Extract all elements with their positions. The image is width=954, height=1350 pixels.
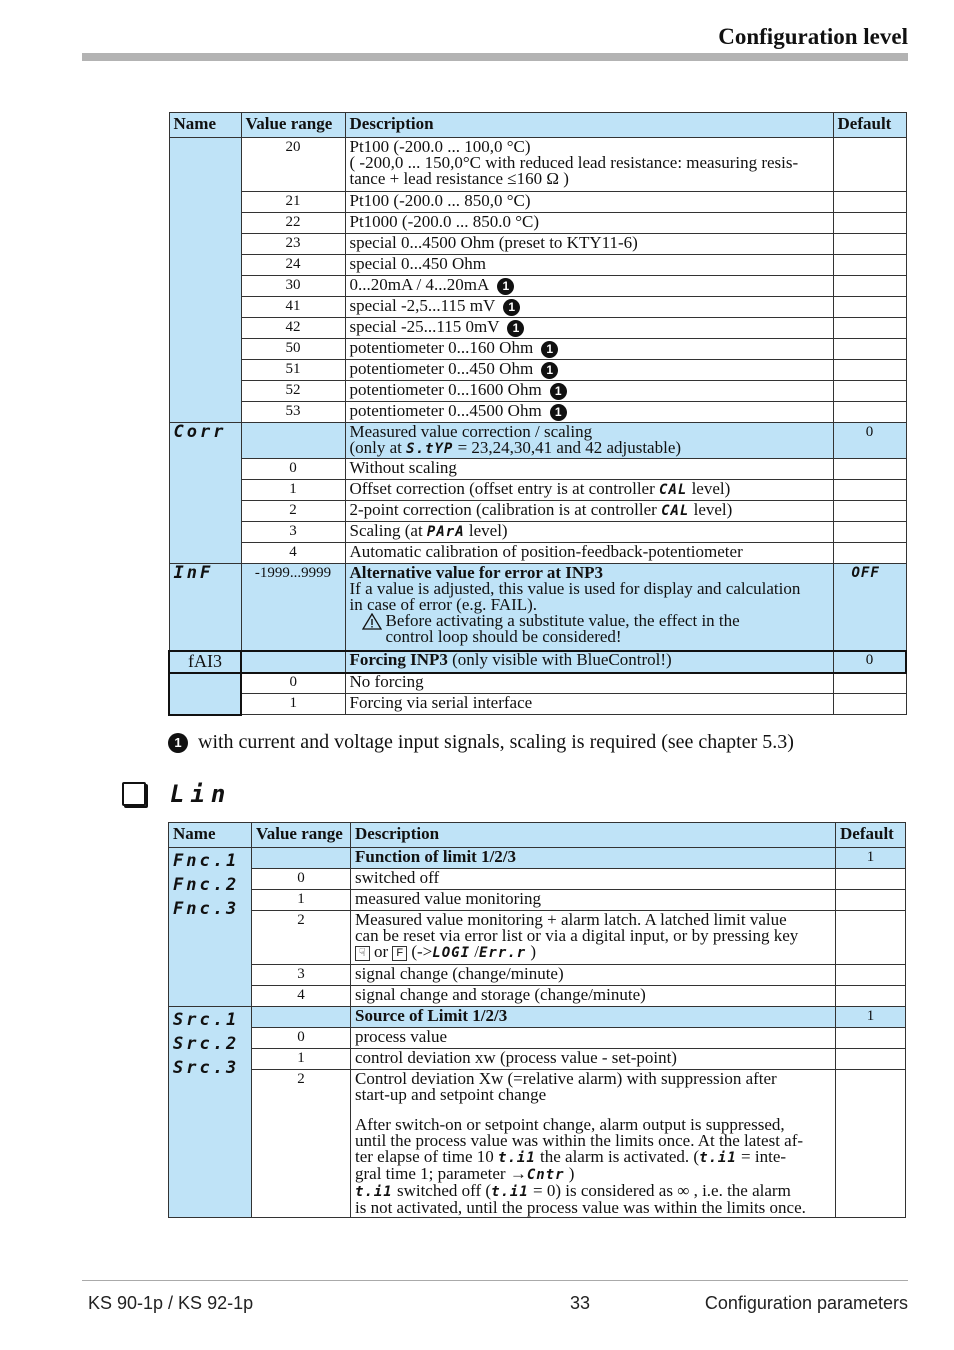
default-cell: [833, 381, 906, 402]
default-cell: [836, 965, 906, 986]
code-Errr: Err.r: [478, 945, 527, 961]
description-cell: measured value monitoring: [351, 890, 836, 911]
value-cell: 53: [241, 402, 345, 423]
description-cell: [345, 360, 833, 381]
footnote-marker-icon: 1: [497, 278, 514, 295]
default-cell: [833, 402, 906, 423]
default-cell: [833, 297, 906, 318]
page-header-title: Configuration level: [718, 24, 908, 49]
value-cell: 2: [241, 501, 345, 522]
value-cell: [252, 1007, 351, 1028]
description-cell: Pt100 (-200.0 ... 100,0 °C) ( -200,0 ... 150,0°C with reduced lead resistance: measuring resis- tance + lead resistance ≤160 Ω ): [345, 138, 833, 192]
description-cell: Forcing INP3 (only visible with BlueControl!): [345, 651, 833, 673]
table-row: [169, 522, 906, 543]
table-row: [169, 297, 906, 318]
code-Cntr: Cntr: [526, 1167, 565, 1183]
default-cell: [833, 522, 906, 543]
table-row: [169, 965, 906, 986]
code-CAL: CAL: [661, 503, 690, 519]
footnote-marker-icon: 1: [550, 404, 567, 421]
value-cell: 1: [241, 694, 345, 715]
value-cell: 21: [241, 192, 345, 213]
footnote: [168, 731, 794, 754]
default-cell: [836, 911, 906, 965]
checkbox-icon: [122, 782, 146, 806]
description-cell: [345, 402, 833, 423]
code-LOGI: LOGI: [432, 945, 470, 961]
default-cell: [833, 543, 906, 564]
value-range-cell: -1999...9999: [241, 564, 345, 651]
footnote-marker-icon: 1: [507, 320, 524, 337]
value-cell: 30: [241, 276, 345, 297]
table-row: [169, 694, 906, 715]
description-text: potentiometer 0...450 Ohm: [349, 359, 534, 378]
code-ti1: t.i1: [699, 1150, 737, 1166]
table-row: [169, 1070, 906, 1218]
value-cell: 23: [241, 234, 345, 255]
description-text: potentiometer 0...1600 Ohm: [349, 380, 542, 399]
value-cell: 1: [252, 1049, 351, 1070]
table-row-src: [169, 1007, 906, 1028]
value-cell: 2: [252, 911, 351, 965]
description-cell: [345, 276, 833, 297]
default-cell: [836, 890, 906, 911]
footnote-marker-icon: 1: [541, 362, 558, 379]
table-row: [169, 543, 906, 564]
col-description-header: Description: [345, 113, 833, 138]
default-cell: [833, 480, 906, 501]
description-cell: [351, 1070, 836, 1218]
section-heading: [122, 780, 231, 808]
description-text: special -25...115 0mV: [349, 317, 500, 336]
description-cell: Automatic calibration of position-feedback-potentiometer: [345, 543, 833, 564]
page-number: 33: [570, 1293, 591, 1313]
description-cell: 2-point correction (calibration is at controller CAL level): [345, 501, 833, 522]
hand-key-icon: ☟: [355, 946, 370, 961]
src-opt2-para2: After switch-on or setpoint change, alarm output is suppressed, until the process value was within the limits once. At the latest af- ter elapse of time 10 t.i1 the alarm is activated. (t.i1 = inte- gral time 1; parameter →Cntr ): [355, 1115, 804, 1183]
value-cell: [252, 848, 351, 869]
table-row: [169, 890, 906, 911]
table-row: [169, 673, 906, 694]
description-cell: special 0...4500 Ohm (preset to KTY11-6): [345, 234, 833, 255]
default-cell: [836, 1049, 906, 1070]
default-cell: 1: [836, 1007, 906, 1028]
value-cell: 4: [252, 986, 351, 1007]
description-text: potentiometer 0...160 Ohm: [349, 338, 534, 357]
param-name-src: Src.1 Src.2 Src.3: [169, 1007, 252, 1218]
footnote-text: with current and voltage input signals, scaling is required (see chapter 5.3): [198, 731, 794, 753]
table-row: [169, 480, 906, 501]
default-cell: OFF: [833, 564, 906, 651]
col-range-header: Value range: [252, 823, 351, 848]
inf-title: Alternative value for error at INP3: [349, 563, 604, 582]
value-cell: 3: [241, 522, 345, 543]
value-cell: 4: [241, 543, 345, 564]
col-default-header: Default: [836, 823, 906, 848]
description-cell: Measured value monitoring + alarm latch. A latched limit value can be reset via error list or via a digital input, or by pressing key ☟ or F (->LOGI /Err.r ): [351, 911, 836, 965]
table-header-row: [169, 113, 906, 138]
warning-icon: [362, 613, 382, 645]
value-cell: 20: [241, 138, 345, 192]
default-cell: [833, 673, 906, 694]
table-row: [169, 1028, 906, 1049]
default-cell: [833, 360, 906, 381]
code-stYP: S.tYP: [406, 441, 454, 457]
code-PArA: PArA: [426, 524, 465, 540]
description-cell: Offset correction (offset entry is at controller CAL level): [345, 480, 833, 501]
description-cell: control deviation xw (process value - set-point): [351, 1049, 836, 1070]
table-row-fai3: [169, 651, 906, 673]
description-cell: [345, 423, 833, 459]
default-cell: [833, 234, 906, 255]
table-row: [169, 234, 906, 255]
col-name-header: Name: [169, 823, 252, 848]
description-cell: [345, 381, 833, 402]
description-cell: Source of Limit 1/2/3: [351, 1007, 836, 1028]
table-row: [169, 459, 906, 480]
table-row: [169, 213, 906, 234]
footer-divider: [82, 1280, 908, 1281]
table-row: [169, 192, 906, 213]
value-cell: 1: [252, 890, 351, 911]
description-cell: [345, 318, 833, 339]
table-row: [169, 501, 906, 522]
value-cell: 24: [241, 255, 345, 276]
default-cell: [833, 501, 906, 522]
description-cell: [345, 297, 833, 318]
f-key-icon: F: [392, 946, 407, 961]
name-cell-empty: [169, 138, 241, 423]
table-row: [169, 255, 906, 276]
default-cell: [833, 318, 906, 339]
default-cell: [833, 213, 906, 234]
table-row: [169, 138, 906, 192]
corr-description-note: (only at S.tYP = 23,24,30,41 and 42 adjustable): [349, 438, 682, 457]
default-cell: 0: [833, 423, 906, 459]
value-cell: 41: [241, 297, 345, 318]
param-name-corr: Corr: [169, 423, 241, 564]
default-cell: [836, 1070, 906, 1218]
description-cell: switched off: [351, 869, 836, 890]
code-ti1: t.i1: [498, 1150, 536, 1166]
value-cell: 51: [241, 360, 345, 381]
table-row-inf: [169, 564, 906, 651]
table-row: [169, 276, 906, 297]
infinity-symbol: ∞: [677, 1181, 690, 1200]
value-cell: 50: [241, 339, 345, 360]
footnote-marker-icon: 1: [503, 299, 520, 316]
default-cell: [833, 339, 906, 360]
table-row: [169, 911, 906, 965]
description-cell: Forcing via serial interface: [345, 694, 833, 715]
corr-description: Measured value correction / scaling: [349, 422, 593, 441]
table-row: [169, 1049, 906, 1070]
section-title: Lin: [170, 780, 232, 808]
description-cell: process value: [351, 1028, 836, 1049]
inf-text: If a value is adjusted, this value is used for display and calculation in case of error (e.g. FAIL).: [349, 579, 801, 614]
description-cell: Scaling (at PArA level): [345, 522, 833, 543]
col-description-header: Description: [351, 823, 836, 848]
value-cell: 22: [241, 213, 345, 234]
value-cell: 0: [252, 1028, 351, 1049]
value-cell: [241, 651, 345, 673]
table-row: [169, 360, 906, 381]
default-cell: [833, 459, 906, 480]
table-row: [169, 318, 906, 339]
footnote-marker-icon: 1: [168, 733, 188, 753]
param-name-fai3: fAI3: [169, 651, 241, 715]
table-row-corr: [169, 423, 906, 459]
code-ti1: t.i1: [355, 1184, 393, 1200]
header-divider-bar: [82, 53, 908, 61]
inf-warning: [350, 613, 829, 645]
col-name-header: Name: [169, 113, 241, 138]
param-name-fnc: Fnc.1 Fnc.2 Fnc.3: [169, 848, 252, 1007]
description-cell: Pt1000 (-200.0 ... 850.0 °C): [345, 213, 833, 234]
config-table-inputs: [168, 112, 907, 716]
default-cell: [833, 192, 906, 213]
default-cell: [833, 255, 906, 276]
src-opt2-para3: t.i1 switched off (t.i1 = 0) is considered as ∞ , i.e. the alarm is not activated, until the process value was within the limits once.: [355, 1181, 806, 1217]
table-row: [169, 869, 906, 890]
value-cell: 3: [252, 965, 351, 986]
config-table-limits: [168, 822, 906, 1218]
description-cell: signal change and storage (change/minute): [351, 986, 836, 1007]
param-name-inf: InF: [169, 564, 241, 651]
description-cell: special 0...450 Ohm: [345, 255, 833, 276]
table-row-fnc: [169, 848, 906, 869]
default-cell: 1: [836, 848, 906, 869]
value-cell: 42: [241, 318, 345, 339]
description-cell: [345, 564, 833, 651]
table-row: [169, 402, 906, 423]
footnote-marker-icon: 1: [541, 341, 558, 358]
value-cell: 2: [252, 1070, 351, 1218]
col-range-header: Value range: [241, 113, 345, 138]
table-row: [169, 986, 906, 1007]
code-CAL: CAL: [659, 482, 688, 498]
description-cell: Without scaling: [345, 459, 833, 480]
value-cell: [241, 423, 345, 459]
description-cell: Pt100 (-200.0 ... 850,0 °C): [345, 192, 833, 213]
value-cell: 0: [241, 459, 345, 480]
description-text: special -2,5...115 mV: [349, 296, 496, 315]
description-text: 0...20mA / 4...20mA: [349, 275, 490, 294]
col-default-header: Default: [833, 113, 906, 138]
default-cell: [833, 276, 906, 297]
description-text: potentiometer 0...4500 Ohm: [349, 401, 542, 420]
table-header-row: [169, 823, 906, 848]
footer-section: Configuration parameters: [704, 1293, 908, 1313]
default-cell: [836, 986, 906, 1007]
warning-text: Before activating a substitute value, the effect in the control loop should be considered!: [385, 611, 740, 646]
table-row: [169, 339, 906, 360]
src-opt2-para1: Control deviation Xw (=relative alarm) with suppression after start-up and setpoint change: [355, 1069, 777, 1104]
default-cell: [833, 694, 906, 715]
value-cell: 0: [241, 673, 345, 694]
default-cell: [836, 1028, 906, 1049]
description-cell: signal change (change/minute): [351, 965, 836, 986]
description-cell: Function of limit 1/2/3: [351, 848, 836, 869]
code-ti1: t.i1: [491, 1184, 529, 1200]
default-cell: [836, 869, 906, 890]
footnote-marker-icon: 1: [550, 383, 567, 400]
value-cell: 52: [241, 381, 345, 402]
value-cell: 1: [241, 480, 345, 501]
description-cell: [345, 339, 833, 360]
value-cell: 0: [252, 869, 351, 890]
table-row: [169, 381, 906, 402]
default-cell: 0: [833, 651, 906, 673]
default-cell: [833, 138, 906, 192]
footer-product: KS 90-1p / KS 92-1p: [88, 1293, 254, 1313]
description-cell: No forcing: [345, 673, 833, 694]
